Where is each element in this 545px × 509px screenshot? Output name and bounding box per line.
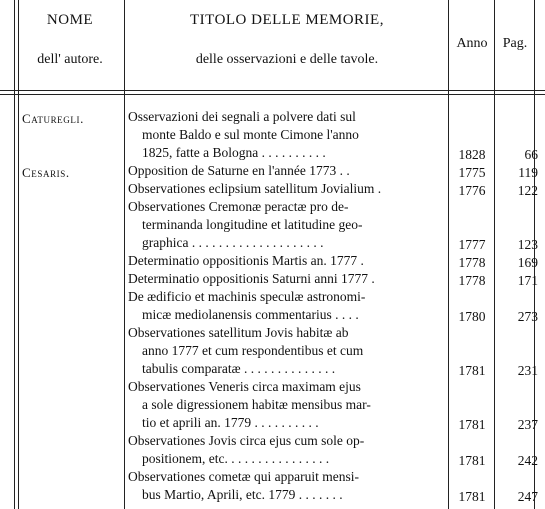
year-value: 1778 bbox=[458, 273, 486, 288]
title-line: Observationes cometæ qui apparuit mensi- bbox=[128, 469, 359, 484]
header-year: Anno bbox=[456, 36, 488, 51]
page-value: 169 bbox=[517, 255, 538, 270]
page-value: 237 bbox=[517, 417, 538, 432]
page-value: 122 bbox=[517, 183, 538, 198]
header-title: TITOLO DELLE MEMORIE, bbox=[190, 12, 384, 28]
page-value: 119 bbox=[518, 165, 538, 180]
title-line: tio et aprili an. 1779 . . . . . . . . . . bbox=[142, 415, 319, 430]
author-name: Cesaris. bbox=[22, 165, 70, 180]
page-value: 242 bbox=[517, 453, 538, 468]
year-value: 1778 bbox=[458, 255, 486, 270]
year-value: 1781 bbox=[458, 417, 486, 432]
title-line: Determinatio oppositionis Martis an. 1777 . bbox=[128, 253, 364, 268]
page-value: 123 bbox=[517, 237, 538, 252]
year-value: 1780 bbox=[458, 309, 486, 324]
title-line: Observationes Jovis circa ejus cum sole op- bbox=[128, 433, 365, 448]
title-line: Opposition de Saturne en l'année 1773 . . bbox=[128, 163, 350, 178]
title-line: terminanda longitudine et latitudine geo- bbox=[142, 217, 363, 232]
year-value: 1781 bbox=[458, 489, 486, 504]
year-value: 1776 bbox=[458, 183, 486, 198]
year-value: 1828 bbox=[458, 147, 486, 162]
title-line: Observationes satellitum Jovis habitæ ab bbox=[128, 325, 349, 340]
page-value: 273 bbox=[517, 309, 538, 324]
header-page: Pag. bbox=[502, 36, 528, 51]
page-value: 231 bbox=[517, 363, 538, 378]
title-line: Observationes eclipsium satellitum Jovialium . bbox=[128, 181, 382, 196]
header-title-sub: delle osservazioni e delle tavole. bbox=[195, 52, 379, 67]
author-name: Caturegli. bbox=[22, 111, 84, 126]
title-line: positionem, etc. . . . . . . . . . . . . . . . bbox=[142, 451, 330, 466]
page-value: 171 bbox=[517, 273, 538, 288]
year-value: 1781 bbox=[458, 363, 486, 378]
title-line: monte Baldo e sul monte Cimone l'anno bbox=[142, 127, 359, 142]
year-value: 1781 bbox=[458, 453, 486, 468]
title-line: Observationes Cremonæ peractæ pro de- bbox=[128, 199, 349, 214]
title-line: De ædificio et machinis speculæ astronomi- bbox=[128, 289, 366, 304]
title-line: Osservazioni dei segnali a polvere dati sul bbox=[128, 109, 356, 124]
left-border-rule bbox=[14, 0, 19, 509]
header-author-sub: dell' autore. bbox=[37, 52, 103, 67]
title-line: tabulis comparatæ . . . . . . . . . . . . . . bbox=[142, 361, 336, 376]
page-value: 247 bbox=[517, 489, 538, 504]
year-value: 1775 bbox=[458, 165, 486, 180]
author-column-rule bbox=[124, 0, 125, 509]
title-line: Determinatio oppositionis Saturni anni 1777 . bbox=[128, 271, 375, 286]
title-line: anno 1777 et cum respondentibus et cum bbox=[142, 343, 364, 358]
header-separator-rule bbox=[0, 90, 545, 95]
title-column-rule bbox=[448, 0, 449, 509]
title-line: a sole digressionem habitæ mensibus mar- bbox=[142, 397, 371, 412]
title-line: graphica . . . . . . . . . . . . . . . . . . . . bbox=[142, 235, 324, 250]
year-value: 1777 bbox=[458, 237, 486, 252]
header-author-name: NOME bbox=[46, 12, 94, 28]
year-column-rule bbox=[494, 0, 495, 509]
page-value: 66 bbox=[524, 147, 538, 162]
title-line: 1825, fatte a Bologna . . . . . . . . . . bbox=[142, 145, 326, 160]
title-line: Observationes Veneris circa maximam ejus bbox=[128, 379, 361, 394]
title-line: bus Martio, Aprili, etc. 1779 . . . . . . . bbox=[142, 487, 343, 502]
title-line: micæ mediolanensis commentarius . . . . bbox=[142, 307, 359, 322]
